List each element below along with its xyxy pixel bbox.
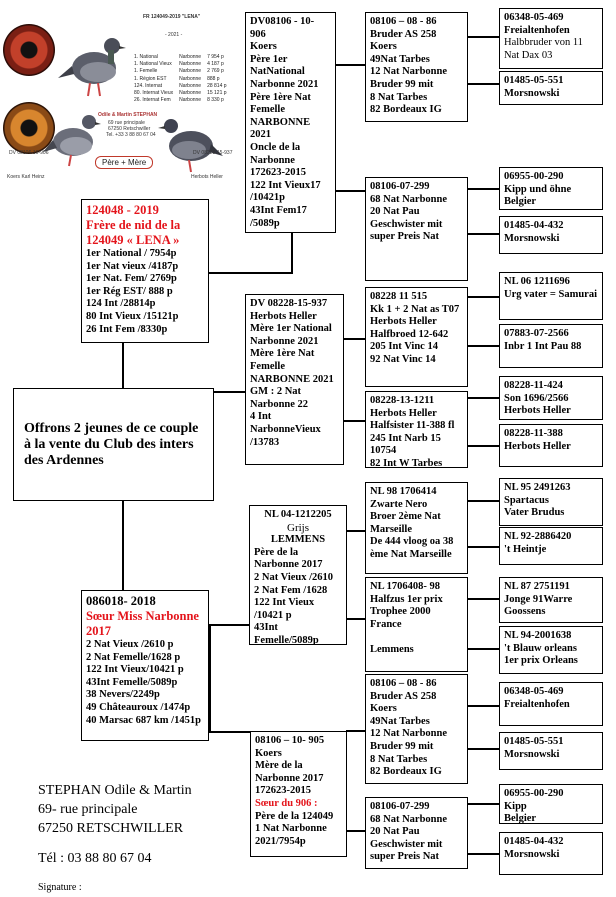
pedigree-line: Herbots Heller	[504, 405, 571, 417]
pedigree-line: 't Heintje	[504, 543, 547, 555]
card-result-cell: 8 330 p	[207, 97, 224, 104]
pedigree-line: 06955-00-290	[504, 788, 564, 799]
ggp-bot-7-lines	[504, 788, 598, 824]
pedigree-line: De 444 vloog oa 38 ème Nat Marseille	[370, 536, 454, 560]
pedigree-line: 12 Nat Narbonne	[370, 66, 448, 78]
card-breeder: Odile & Martin STEPHAN	[98, 112, 158, 118]
card-parents-label: Père + Mère	[95, 156, 153, 169]
eye-photo-top	[3, 24, 55, 76]
card-result-cell: Narbonne	[179, 75, 202, 82]
pedigree-line: 2 Nat Fem /1628	[254, 584, 328, 596]
pedigree-line: Bruder 99 mit	[370, 78, 434, 90]
connector	[467, 345, 499, 347]
result-line: 1er National / 7954p	[86, 248, 177, 259]
connector	[467, 36, 499, 38]
connector	[467, 296, 499, 298]
photo-card	[3, 12, 241, 184]
card-year: - 2021 -	[165, 32, 183, 38]
pedigree-line: Bruder AS 258	[370, 28, 437, 40]
pedigree-line: 92 Nat Vinc 14	[370, 353, 436, 365]
pedigree-line: Père de la 124049	[255, 810, 334, 822]
pedigree-line: Urg vater = Samurai	[504, 288, 597, 300]
card-result-row	[131, 97, 230, 104]
sire-top-box	[245, 12, 336, 233]
connector	[209, 624, 249, 626]
main-pigeon-box	[81, 199, 209, 343]
pedigree-line: 't Blauw orleans	[504, 642, 577, 654]
pedigree-line: Kk 1 + 2 Nat as T07	[370, 303, 460, 315]
pigeon-photo-bottom-right	[153, 112, 223, 174]
pedigree-line: 07883-07-2566	[504, 328, 569, 339]
pedigree-line: Morsnowski	[504, 848, 560, 860]
card-left-breeder: Koers Karl Heinz	[7, 174, 45, 180]
pedigree-line: 82 Int W Tarbes	[370, 457, 443, 468]
gp-top-1	[365, 12, 468, 122]
ggp-top-1-lines	[504, 12, 598, 62]
pedigree-line: Morsnowski	[504, 748, 560, 760]
pedigree-line: 20 Nat Pau	[370, 206, 420, 218]
card-right-breeder: Herbots Heller	[191, 174, 223, 180]
offer-box	[13, 388, 214, 501]
ggp-bot-8	[499, 832, 603, 875]
pedigree-line: 68 Nat Narbonne	[370, 193, 448, 205]
pedigree-line: 43Int Fem17 /5089p	[250, 204, 307, 229]
result-line: 1er Nat. Fem/ 2769p	[86, 273, 177, 285]
result-line: 124 Int /28814p	[86, 298, 156, 310]
pedigree-line: Koers	[255, 747, 282, 759]
pedigree-line: Halbbruder von 11 Nat Dax 03	[504, 37, 583, 61]
connector	[467, 445, 499, 447]
sister-results	[86, 639, 204, 727]
pedigree-line: France	[370, 618, 402, 630]
card-result-cell: 28 814 p	[207, 82, 227, 89]
ggp-bot-6-lines	[504, 736, 598, 761]
gp-bot-4-lines	[370, 801, 463, 864]
card-result-cell: 15 121 p	[207, 90, 227, 97]
gp-top-4-lines	[370, 395, 463, 468]
ggp-bot-1-lines	[504, 482, 598, 520]
pedigree-line: Kipp und öhne	[504, 183, 572, 195]
card-result-row	[131, 68, 230, 75]
ggp-top-4	[499, 216, 603, 254]
dam-bottom-red: Sœur du 906 :	[255, 797, 318, 809]
pedigree-line: 08228 11 515	[370, 291, 428, 302]
ggp-top-5	[499, 272, 603, 320]
sire-bottom-ring: NL 04-1212205	[264, 509, 332, 520]
pedigree-line: 12 Nat Narbonne	[370, 728, 448, 740]
owner-signature: Signature :	[38, 882, 82, 893]
result-line: 26 Int Fem /8330p	[86, 323, 168, 335]
card-ring-title: FR 124049-2019 "LENA"	[143, 14, 201, 20]
gp-top-2	[365, 177, 468, 281]
owner-name: STEPHAN Odile & Martin	[38, 783, 192, 798]
pedigree-line: NL 92-2886420	[504, 531, 572, 542]
pedigree-line: 06348-05-469	[504, 686, 564, 697]
connector	[346, 530, 365, 532]
pedigree-line: Son 1696/2566	[504, 392, 569, 404]
pedigree-line: 08106-07-299	[370, 801, 430, 812]
result-line: 80 Int Vieux /15121p	[86, 310, 179, 322]
pedigree-line: Jonge 91Warre	[504, 593, 573, 605]
owner-phone: Tél : 03 88 80 67 04	[38, 851, 152, 866]
ggp-bot-3	[499, 577, 603, 623]
sire-bottom-box	[249, 505, 347, 645]
offer-text: Offrons 2 jeunes de ce couple à la vente du Club des inters des Ardennes	[24, 420, 199, 468]
ggp-bot-4	[499, 626, 603, 674]
card-result-cell: Narbonne	[179, 90, 202, 97]
ggp-top-8-lines	[504, 428, 598, 453]
owner-city: 67250 RETSCHWILLER	[38, 821, 184, 836]
pedigree-line: 08228-13-1211	[370, 395, 435, 406]
pedigree-line: 205 Int Vinc 14	[370, 341, 438, 353]
result-line: 1er Rég EST/ 888 p	[86, 285, 173, 297]
pedigree-line: NL 95 2491263	[504, 482, 571, 493]
pedigree-line: 01485-04-432	[504, 220, 564, 231]
ggp-top-3-lines	[504, 171, 598, 209]
connector	[343, 338, 365, 340]
card-address2: 67250 Retschwiller	[108, 126, 151, 132]
pedigree-line: Bruder 99 mit	[370, 740, 434, 752]
ggp-top-5-lines	[504, 276, 598, 301]
gp-top-2-lines	[370, 181, 463, 244]
pedigree-line: Lemmens	[370, 643, 414, 655]
connector	[291, 231, 293, 273]
connector	[467, 83, 499, 85]
card-result-cell: 1. Région EST	[134, 75, 167, 82]
connector	[467, 233, 499, 235]
pedigree-line: 8 Nat Tarbes	[370, 91, 428, 103]
gp-bot-2	[365, 577, 468, 672]
pedigree-line: 82 Bordeaux IG	[370, 766, 442, 778]
ggp-top-7-lines	[504, 380, 598, 418]
card-result-cell: 26. Internat Fem	[134, 97, 171, 104]
sire-bottom-color: Grijs	[287, 521, 309, 534]
pedigree-line: 08228-11-424	[504, 380, 563, 391]
gp-top-3	[365, 287, 468, 387]
sire-top-lines	[250, 16, 331, 230]
connector	[467, 397, 499, 399]
sister-box	[81, 590, 209, 741]
connector	[209, 624, 211, 732]
pedigree-line: Herbots Heller	[370, 407, 437, 419]
gp-bot-4	[365, 797, 468, 869]
pedigree-line: 06348-05-469	[504, 12, 564, 23]
connector	[207, 272, 293, 274]
pedigree-line: GM : 2 Nat Narbonne 22	[250, 386, 309, 410]
pedigree-line: Geschwister mit super Preis Nat	[370, 838, 443, 863]
card-result-row	[131, 76, 230, 83]
card-phone: Tel. +33 3 88 80 67 04	[106, 132, 156, 138]
pigeon-photo-bottom-left	[43, 108, 103, 170]
pedigree-line: NL 87 2751191	[504, 581, 570, 592]
pedigree-line: 08106 – 08 - 86	[370, 16, 437, 27]
connector	[467, 188, 499, 190]
ggp-bot-2	[499, 527, 603, 565]
pedigree-line: 1er prix Orleans	[504, 655, 578, 667]
pedigree-line	[370, 631, 463, 644]
result-line: 2 Nat Femelle/1628 p	[86, 651, 181, 663]
pedigree-line: 1 Nat Narbonne 2021/7954p	[255, 823, 327, 847]
pedigree-line: Oncle de la Narbonne 172623-2015	[250, 141, 306, 179]
ggp-bot-1	[499, 478, 603, 526]
connector	[335, 190, 365, 192]
ggp-bot-3-lines	[504, 581, 598, 619]
ggp-top-8	[499, 424, 603, 467]
card-result-cell: Narbonne	[179, 97, 202, 104]
sister-subtitle: Sœur Miss Narbonne 2017	[86, 609, 199, 638]
main-results	[86, 248, 204, 336]
dam-top-box	[245, 294, 344, 465]
connector	[346, 730, 365, 732]
gp-bot-3	[365, 674, 468, 784]
connector	[346, 830, 365, 832]
card-result-cell: 1. National	[134, 54, 158, 60]
card-right-ring: DV 08228-15-937	[193, 150, 233, 156]
ggp-top-2	[499, 71, 603, 105]
dam-bottom-box	[250, 731, 347, 857]
card-result-cell: 1. Femelle	[134, 68, 158, 75]
pedigree-line: 122 Int Vieux17 /10421p	[250, 179, 321, 204]
connector	[467, 705, 499, 707]
ggp-bot-7	[499, 784, 603, 824]
pedigree-line: Spartacus	[504, 494, 549, 506]
connector	[467, 648, 499, 650]
connector	[467, 598, 499, 600]
sire-bottom-name: LEMMENS	[270, 534, 326, 546]
ggp-bot-2-lines	[504, 531, 598, 556]
pedigree-line: Halfsister 11-388 fl	[370, 420, 455, 432]
pedigree-line: Freialtenhofen	[504, 24, 570, 36]
pedigree-line: 8 Nat Tarbes	[370, 753, 428, 765]
pedigree-line: NL 06 1211696	[504, 276, 570, 287]
card-result-cell: 124. Internat	[134, 82, 163, 89]
card-result-cell: Narbonne	[179, 68, 202, 75]
sire-bottom-lines	[254, 547, 342, 645]
pedigree-line: Vater Brudus	[504, 507, 565, 519]
card-result-cell: 2 769 p	[207, 68, 224, 75]
pedigree-line: Bruder AS 258	[370, 690, 437, 702]
gp-bot-3-lines	[370, 678, 463, 779]
pedigree-line: Freialtenhofen	[504, 698, 570, 710]
pedigree-line: Père 1ère Nat Femelle NARBONNE 2021	[250, 91, 311, 141]
ggp-top-6	[499, 324, 603, 368]
card-result-cell: 4 187 p	[207, 61, 224, 68]
pigeon-photo-top	[58, 28, 128, 100]
pedigree-line: Geschwister mit super Preis Nat	[370, 218, 443, 243]
connector	[467, 500, 499, 502]
ggp-top-2-lines	[504, 75, 598, 100]
gp-bot-2-lines	[370, 581, 463, 657]
pedigree-line: Mère 1er National Narbonne 2021	[250, 323, 332, 347]
connector	[209, 731, 250, 733]
card-result-row	[131, 90, 230, 97]
pedigree-line: 08228-11-388	[504, 428, 563, 439]
pedigree-line: Père de la Narbonne 2017	[254, 546, 323, 571]
card-result-cell: Narbonne	[179, 82, 202, 89]
pedigree-line: Morsnowski	[504, 87, 560, 99]
pedigree-line: Halfzus 1er prix Trophee 2000	[370, 593, 443, 618]
result-line: 49 Châteauroux /1474p	[86, 701, 191, 713]
gp-top-4	[365, 391, 468, 468]
pedigree-line: Herbots Heller	[504, 440, 571, 452]
card-result-row	[131, 83, 230, 90]
pedigree-line: Inbr 1 Int Pau 88	[504, 340, 582, 352]
card-results-table	[131, 54, 230, 104]
pedigree-line: NL 1706408- 98	[370, 581, 441, 592]
sister-ring: 086018- 2018	[86, 594, 156, 608]
pedigree-line: 01485-05-551	[504, 736, 564, 747]
owner-street: 69- rue principale	[38, 802, 138, 817]
pedigree-line: 20 Nat Pau	[370, 826, 420, 838]
gp-bot-1	[365, 482, 468, 574]
ggp-bot-4-lines	[504, 630, 598, 668]
card-left-ring: DV 08106-10-906	[9, 150, 49, 156]
result-line: 43Int Femelle/5089p	[86, 676, 178, 688]
pedigree-line: 82 Bordeaux IG	[370, 104, 442, 116]
result-line: 1er Nat vieux /4187p	[86, 260, 179, 272]
result-line: 40 Marsac 687 km /1451p	[86, 714, 201, 726]
card-result-cell: Narbonne	[179, 61, 202, 68]
pedigree-line: Zwarte Nero	[370, 498, 428, 510]
ggp-bot-6	[499, 732, 603, 770]
pedigree-line: NL 94-2001638	[504, 630, 572, 641]
result-line: 2 Nat Vieux /2610 p	[86, 639, 174, 650]
pedigree-line: NL 98 1706414	[370, 486, 437, 497]
ggp-top-6-lines	[504, 328, 598, 353]
pedigree-line: 10754	[370, 445, 397, 457]
pedigree-line: 08106-07-299	[370, 181, 430, 192]
connector	[335, 64, 365, 66]
pedigree-line: Morsnowski	[504, 232, 560, 244]
pedigree-line: 01485-04-432	[504, 836, 564, 847]
ggp-top-7	[499, 376, 603, 420]
pedigree-line: 43Int Femelle/5089p	[254, 622, 319, 645]
pedigree-line: Belgier	[504, 196, 537, 208]
card-result-row	[131, 54, 230, 61]
pedigree-line: Mère de la Narbonne 2017	[255, 760, 324, 784]
pedigree-line: DV 08228-15-937	[250, 298, 328, 309]
ggp-bot-5	[499, 682, 603, 726]
card-address1: 69 rue principale	[108, 120, 145, 126]
main-ring: 124048 - 2019	[86, 203, 159, 217]
pedigree-line: 4 Int NarbonneVieux /13783	[250, 411, 321, 448]
dam-bottom-lines-a	[255, 735, 342, 798]
connector	[122, 342, 124, 389]
gp-bot-1-lines	[370, 486, 463, 562]
dam-bottom-lines-b	[255, 811, 342, 849]
pedigree-line: Père 1er NatNational Narbonne 2021	[250, 53, 319, 90]
card-result-cell: 888 p	[207, 75, 220, 82]
ggp-top-4-lines	[504, 220, 598, 245]
gp-top-3-lines	[370, 291, 463, 367]
dam-top-lines	[250, 298, 339, 449]
card-result-cell: 1. National Vieux	[134, 61, 172, 68]
card-result-row	[131, 61, 230, 68]
pedigree-line: Goossens	[504, 606, 546, 618]
pedigree-line: Broer 2ème Nat Marseille	[370, 511, 441, 535]
connector	[467, 803, 499, 805]
pedigree-line: 01485-05-551	[504, 75, 564, 86]
card-result-cell: 80. Internat Vieux	[134, 90, 174, 97]
pedigree-line: 49Nat Tarbes	[370, 715, 430, 727]
pedigree-line: Kipp	[504, 800, 527, 812]
connector	[467, 546, 499, 548]
pedigree-line: 49Nat Tarbes	[370, 53, 430, 65]
pedigree-line: 172623-2015	[255, 785, 311, 797]
pedigree-line: 122 Int Vieux /10421 p	[254, 597, 315, 621]
pedigree-line: Koers	[370, 703, 397, 715]
pedigree-line: 245 Int Narb 15	[370, 432, 441, 444]
card-result-cell: 7 954 p	[207, 54, 224, 60]
ggp-bot-5-lines	[504, 686, 598, 711]
connector	[122, 500, 124, 590]
pedigree-line: 08106 – 10- 905	[255, 735, 325, 746]
gp-top-1-lines	[370, 16, 463, 117]
pedigree-line: 08106 – 08 - 86	[370, 678, 437, 689]
pedigree-line: Koers	[250, 41, 277, 53]
connector	[346, 618, 365, 620]
pedigree-line: Belgier	[504, 813, 537, 824]
ggp-top-3	[499, 167, 603, 210]
result-line: 122 Int Vieux/10421 p	[86, 664, 184, 676]
main-subtitle: Frère de nid de la 124049 « LENA »	[86, 218, 181, 247]
connector	[343, 420, 365, 422]
pedigree-line: Koers	[370, 41, 397, 53]
pedigree-line: Halfbroed 12-642	[370, 328, 449, 340]
pedigree-line: DV08106 - 10- 906	[250, 16, 315, 40]
ggp-top-1	[499, 8, 603, 69]
card-result-cell: Narbonne	[179, 54, 202, 60]
pedigree-line: 06955-00-290	[504, 171, 564, 182]
ggp-bot-8-lines	[504, 836, 598, 861]
connector	[467, 748, 499, 750]
connector	[467, 853, 499, 855]
pedigree-line: 2 Nat Vieux /2610	[254, 571, 334, 583]
pedigree-line: Herbots Heller	[250, 310, 317, 322]
result-line: 38 Nevers/2249p	[86, 689, 160, 701]
pedigree-line: Herbots Heller	[370, 316, 437, 328]
pedigree-line: Mère 1ère Nat Femelle NARBONNE 2021	[250, 348, 334, 385]
pedigree-line: 68 Nat Narbonne	[370, 813, 448, 825]
